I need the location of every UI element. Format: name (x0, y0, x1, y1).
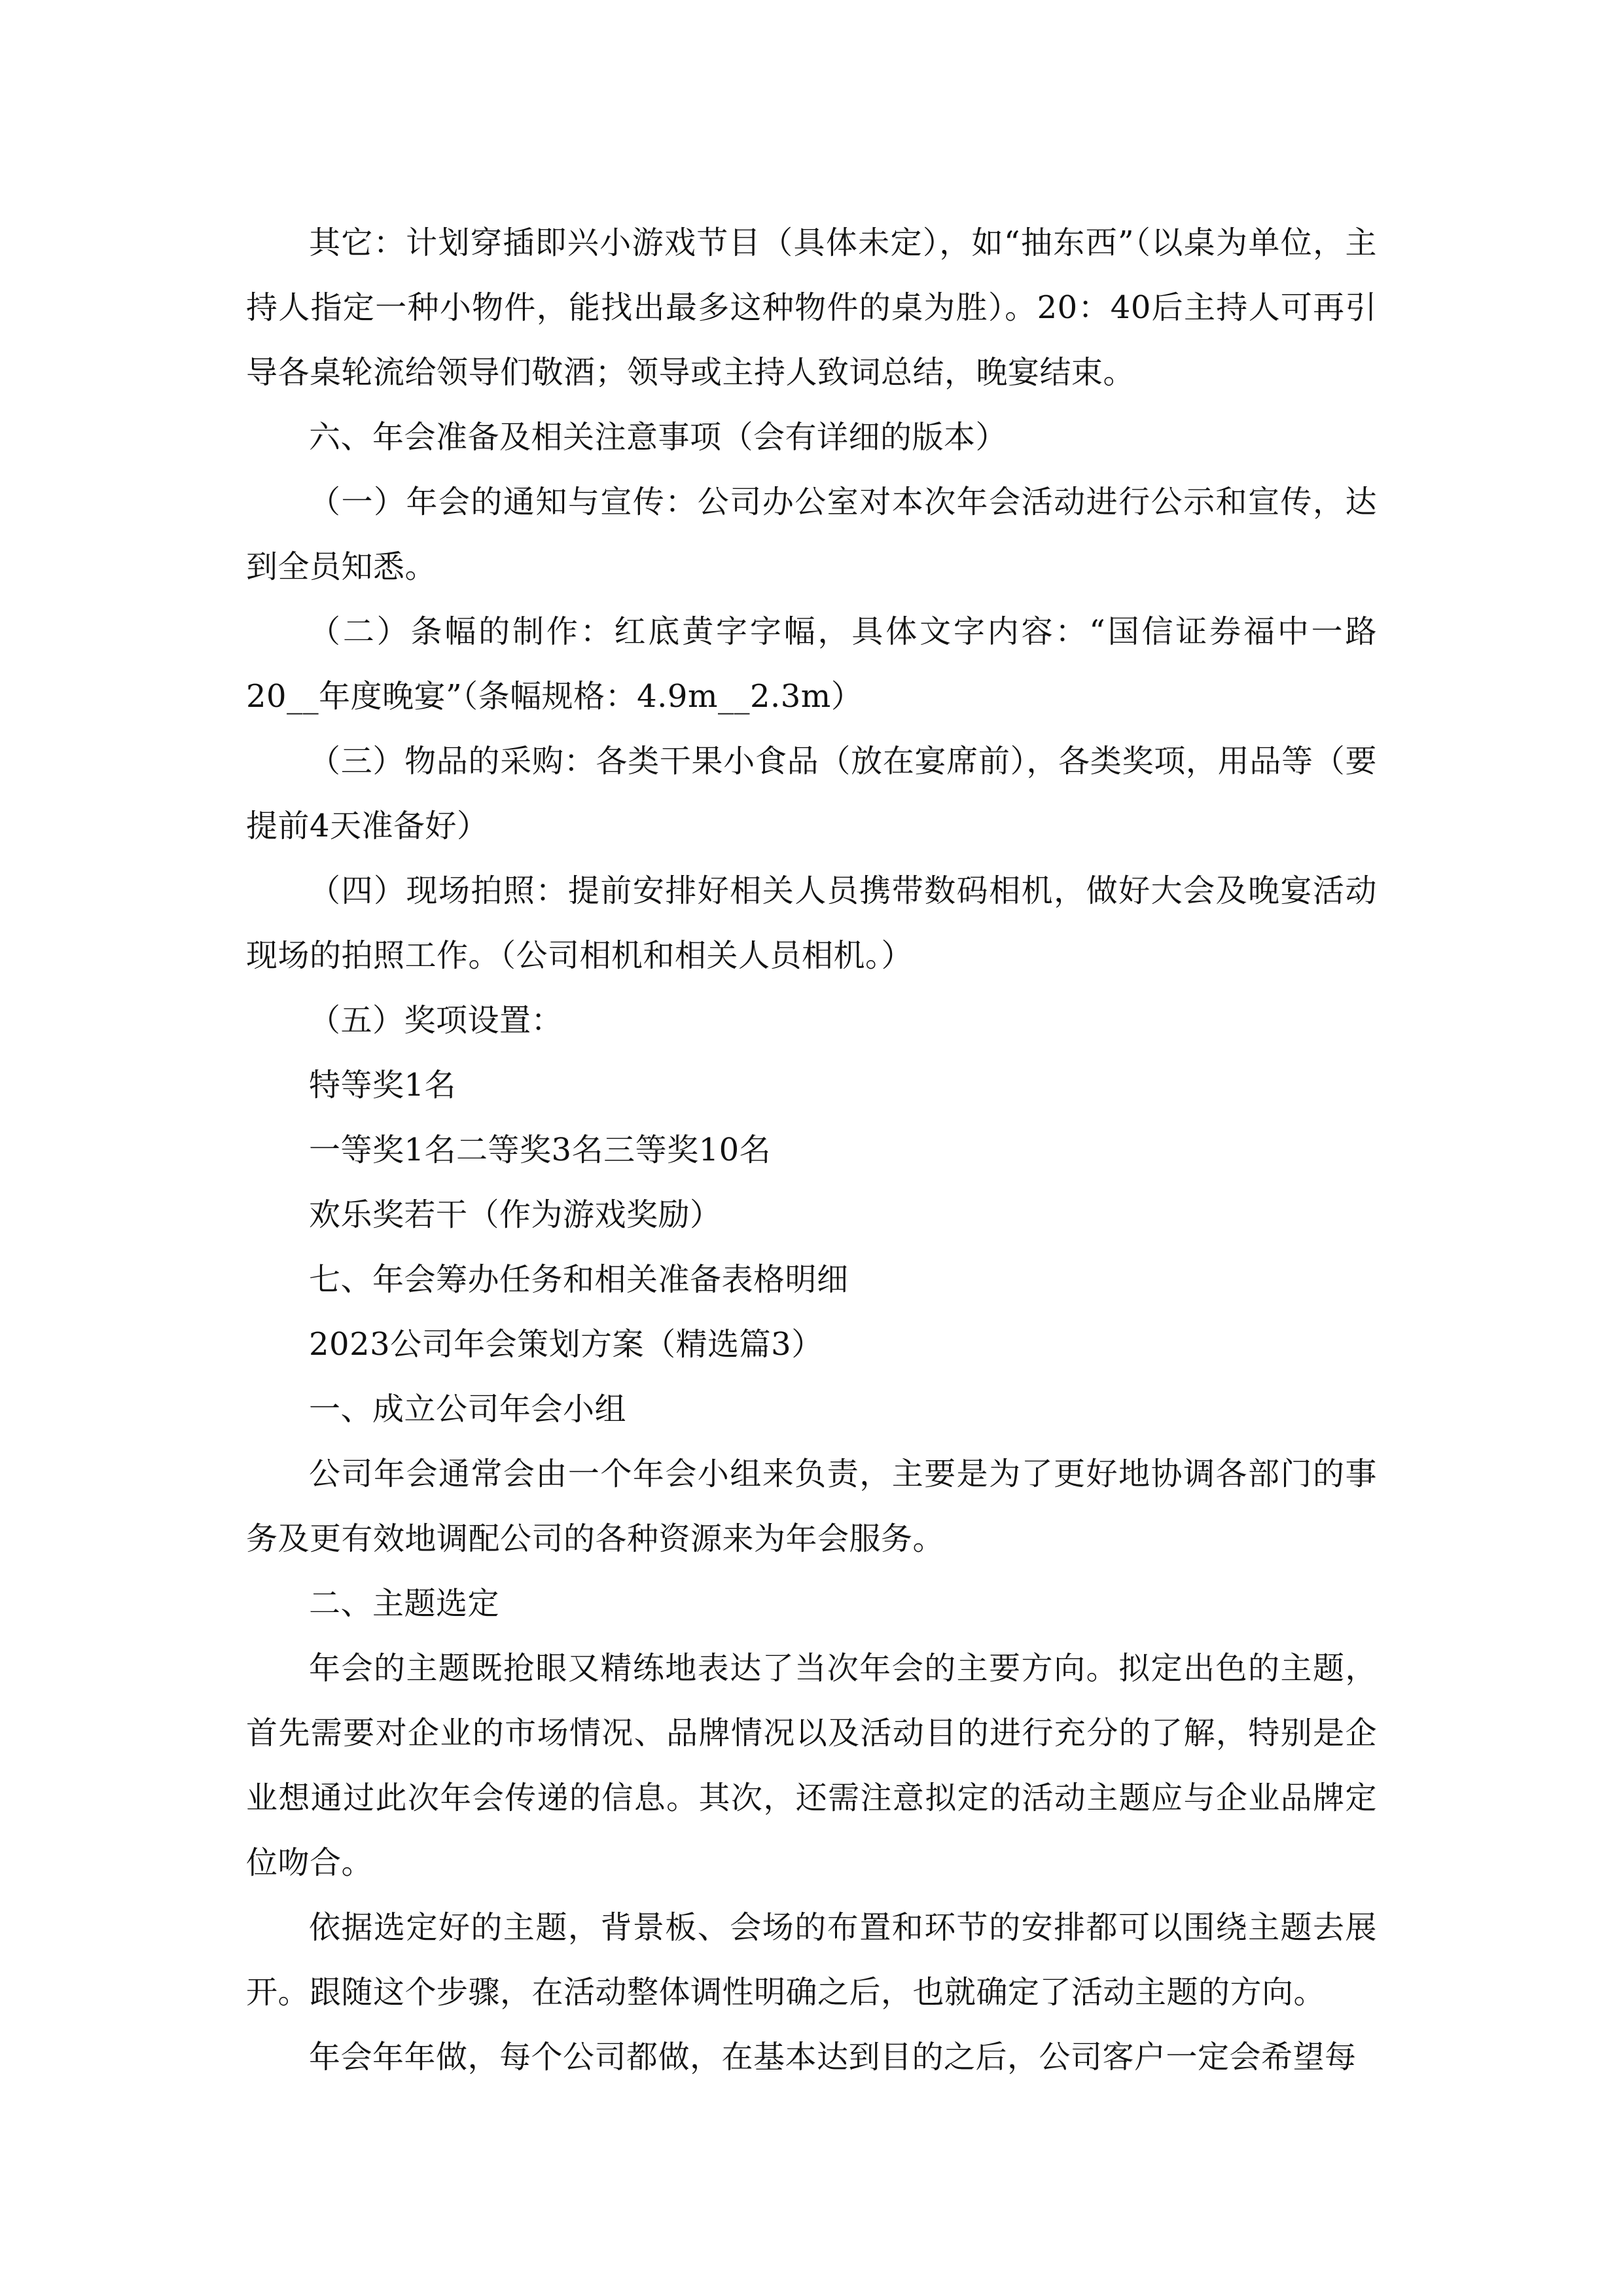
article-title: 2023公司年会策划方案（精选篇3） (309, 1326, 823, 1363)
paragraph-joy-award: 欢乐奖若干（作为游戏奖励） (309, 1196, 722, 1233)
paragraph-prize-levels: 一等奖1名二等奖3名三等奖10名 (309, 1132, 772, 1168)
document-body (246, 211, 1377, 2090)
paragraph-special-award: 特等奖1名 (309, 1067, 457, 1103)
section-heading-2: 二、主题选定 (309, 1585, 500, 1622)
paragraph-other-games: 其它：计划穿插即兴小游戏节目（具体未定），如“抽东西”（以桌为单位，主持人指定一种小物件，能找出最多这种物件的桌为胜）。20：40后主持人可再引导各桌轮流给领导们敬酒；领导或主持人致词总结，晚宴结束。 (246, 224, 1377, 391)
paragraph-banner: （二）条幅的制作：红底黄字字幅，具体文字内容：“国信证券福中一路20__年度晚宴”（条幅规格：4.9m__2.3m） (246, 613, 1377, 715)
paragraph-yearly: 年会年年做，每个公司都做，在基本达到目的之后，公司客户一定会希望每 (309, 2039, 1357, 2075)
paragraph-theme: 年会的主题既抢眼又精练地表达了当次年会的主要方向。拟定出色的主题，首先需要对企业的市场情况、品牌情况以及活动目的进行充分的了解，特别是企业想通过此次年会传递的信息。其次，还需注意拟定的活动主题应与企业品牌定位吻合。 (246, 1650, 1377, 1881)
section-heading-6: 六、年会准备及相关注意事项（会有详细的版本） (309, 419, 1008, 456)
paragraph-notice: （一）年会的通知与宣传：公司办公室对本次年会活动进行公示和宣传，达到全员知悉。 (246, 484, 1377, 585)
paragraph-awards-heading: （五）奖项设置： (309, 1002, 563, 1039)
paragraph-photo: （四）现场拍照：提前安排好相关人员携带数码相机，做好大会及晚宴活动现场的拍照工作。（公司相机和相关人员相机。） (246, 872, 1377, 974)
section-heading-7: 七、年会筹办任务和相关准备表格明细 (309, 1261, 849, 1298)
paragraph-purchase: （三）物品的采购：各类干果小食品（放在宴席前），各类奖项，用品等（要提前4天准备好） (246, 743, 1377, 844)
paragraph-theme-layout: 依据选定好的主题，背景板、会场的布置和环节的安排都可以围绕主题去展开。跟随这个步骤，在活动整体调性明确之后，也就确定了活动主题的方向。 (246, 1909, 1377, 2011)
paragraph-team: 公司年会通常会由一个年会小组来负责，主要是为了更好地协调各部门的事务及更有效地调配公司的各种资源来为年会服务。 (246, 1456, 1377, 1557)
section-heading-1: 一、成立公司年会小组 (309, 1391, 627, 1427)
